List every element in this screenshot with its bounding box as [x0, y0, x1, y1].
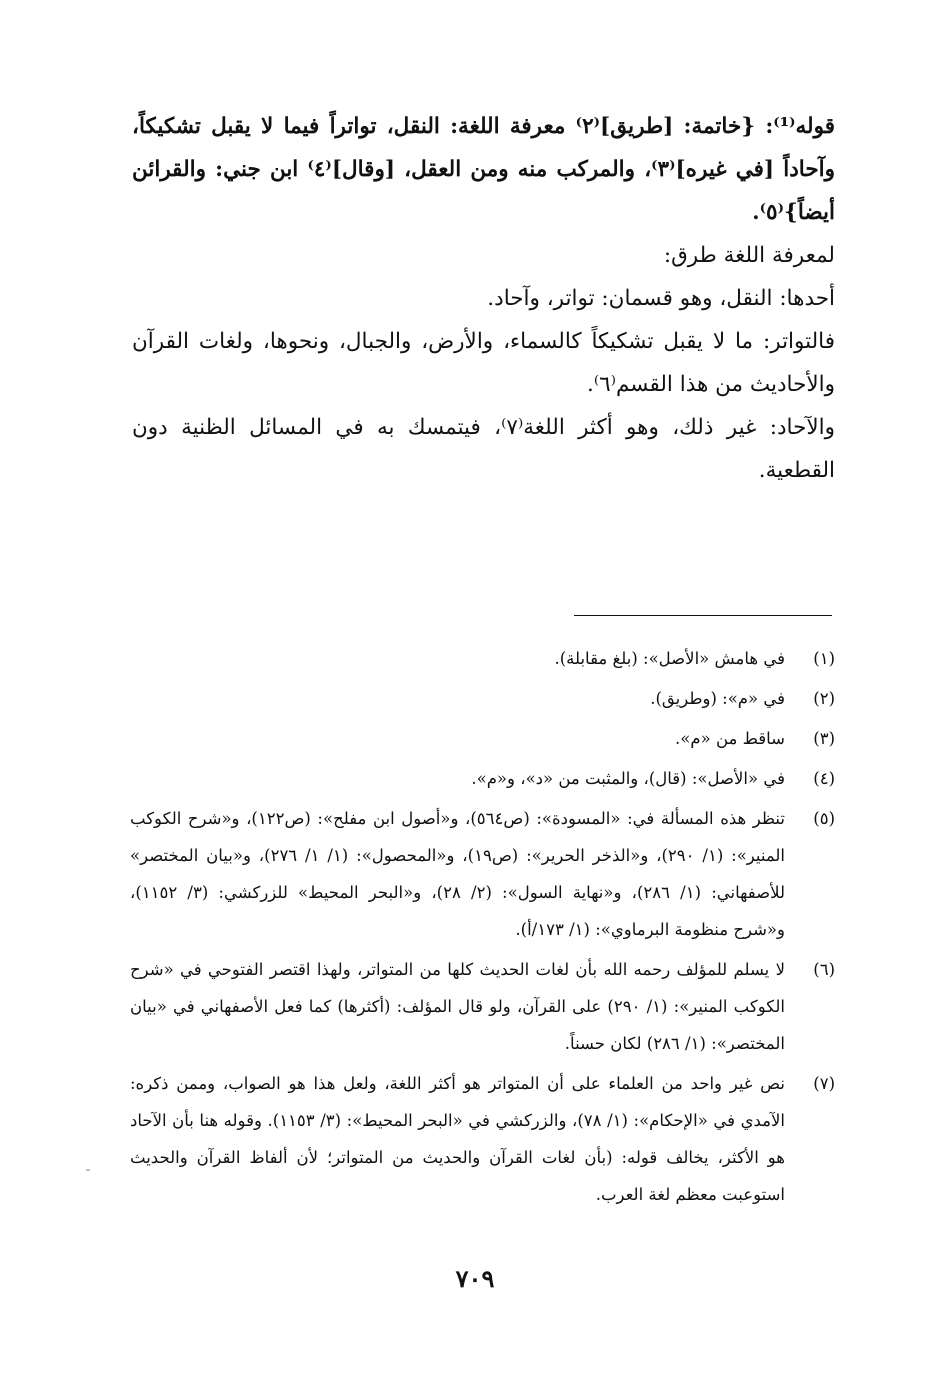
body-paragraph-4: والآحاد: غير ذلك، وهو أكثر اللغة⁽٧⁾، فيتمسك به في المسائل الظنية دون القطعية. [132, 415, 836, 483]
footnote-text: لا يسلم للمؤلف رحمه الله بأن لغات الحديث كلها من المتواتر، ولهذا اقتصر الفتوحي في «شرح الكوكب المنير»: (١/ ٢٩٠) على القرآن، ولو قال المؤلف: (أكثرها) كما فعل الأصفهاني في «بيان المختصر»: (١/ ٢٨٦) لكان حسناً. [130, 960, 785, 1053]
footnote-text: في «م»: (وطريق). [650, 689, 785, 708]
body-paragraph-1: لمعرفة اللغة طرق: [663, 243, 835, 268]
page-number: ٧٠٩ [455, 1264, 495, 1293]
body-paragraph-2: أحدها: النقل، وهو قسمان: تواتر، وآحاد. [487, 286, 835, 311]
footnote-item [130, 800, 835, 948]
footnote-divider [574, 615, 832, 616]
main-text-block [132, 105, 835, 492]
footnote-item [130, 1065, 835, 1213]
footnote-number: (١) [813, 649, 835, 668]
footnote-item [130, 951, 835, 1062]
footnote-text: في هامش «الأصل»: (بلغ مقابلة). [554, 649, 785, 668]
footnote-text: تنظر هذه المسألة في: «المسودة»: (ص٥٦٤)، و«أصول ابن مفلح»: (ص١٢٢)، و«شرح الكوكب المنير»: (١/ ٢٩٠)، و«الذخر الحرير»: (ص١٩)، و«المحصول»: (١/ ١/ ٢٧٦)، و«بيان المختصر» للأصفهاني: (١/ ٢٨٦)، و«نهاية السول»: (٢/ ٢٨)، و«البحر المحيط» للزركشي: (٣/ ١١٥٢)، و«شرح منظومة البرماوي»: (١/ ١٧٣/أ). [130, 809, 785, 939]
matn-paragraph: قوله⁽¹⁾: {خاتمة: [طريق]⁽٢⁾ معرفة اللغة: النقل، تواتراً فيما لا يقبل تشكيكاً، وآحاداً [في غيره]⁽٣⁾، والمركب منه ومن العقل، [وقال]⁽٤⁾ ابن جني: والقرائن أيضاً}⁽٥⁾. [132, 114, 836, 225]
footnote-text: ساقط من «م». [675, 729, 785, 748]
footnote-number: (٥) [813, 809, 835, 828]
footnote-item [130, 640, 835, 677]
body-paragraph-3: فالتواتر: ما لا يقبل تشكيكاً كالسماء، والأرض، والجبال، ونحوها، ولغات القرآن والأحاديث من هذا القسم⁽٦⁾. [132, 329, 835, 397]
footnote-number: (٤) [813, 769, 835, 788]
footnote-number: (٧) [813, 1074, 835, 1093]
scan-speck [86, 1169, 90, 1171]
footnote-number: (٦) [813, 960, 835, 979]
footnote-item [130, 720, 835, 757]
footnotes-section [130, 640, 835, 1216]
footnote-number: (٢) [813, 689, 835, 708]
footnote-text: في «الأصل»: (قال)، والمثبت من «د»، و«م». [471, 769, 785, 788]
footnote-text: نص غير واحد من العلماء على أن المتواتر هو أكثر اللغة، ولعل هذا هو الصواب، وممن ذكره: الآمدي في «الإحكام»: (١/ ٧٨)، والزركشي في «البحر المحيط»: (٣/ ١١٥٣). وقوله هنا بأن الآحاد هو الأكثر، يخالف قوله: (بأن لغات القرآن والحديث من المتواتر؛ لأن ألفاظ القرآن والحديث استوعبت معظم لغة العرب. [130, 1074, 785, 1204]
footnote-item [130, 760, 835, 797]
footnote-number: (٣) [813, 729, 835, 748]
footnote-item [130, 680, 835, 717]
